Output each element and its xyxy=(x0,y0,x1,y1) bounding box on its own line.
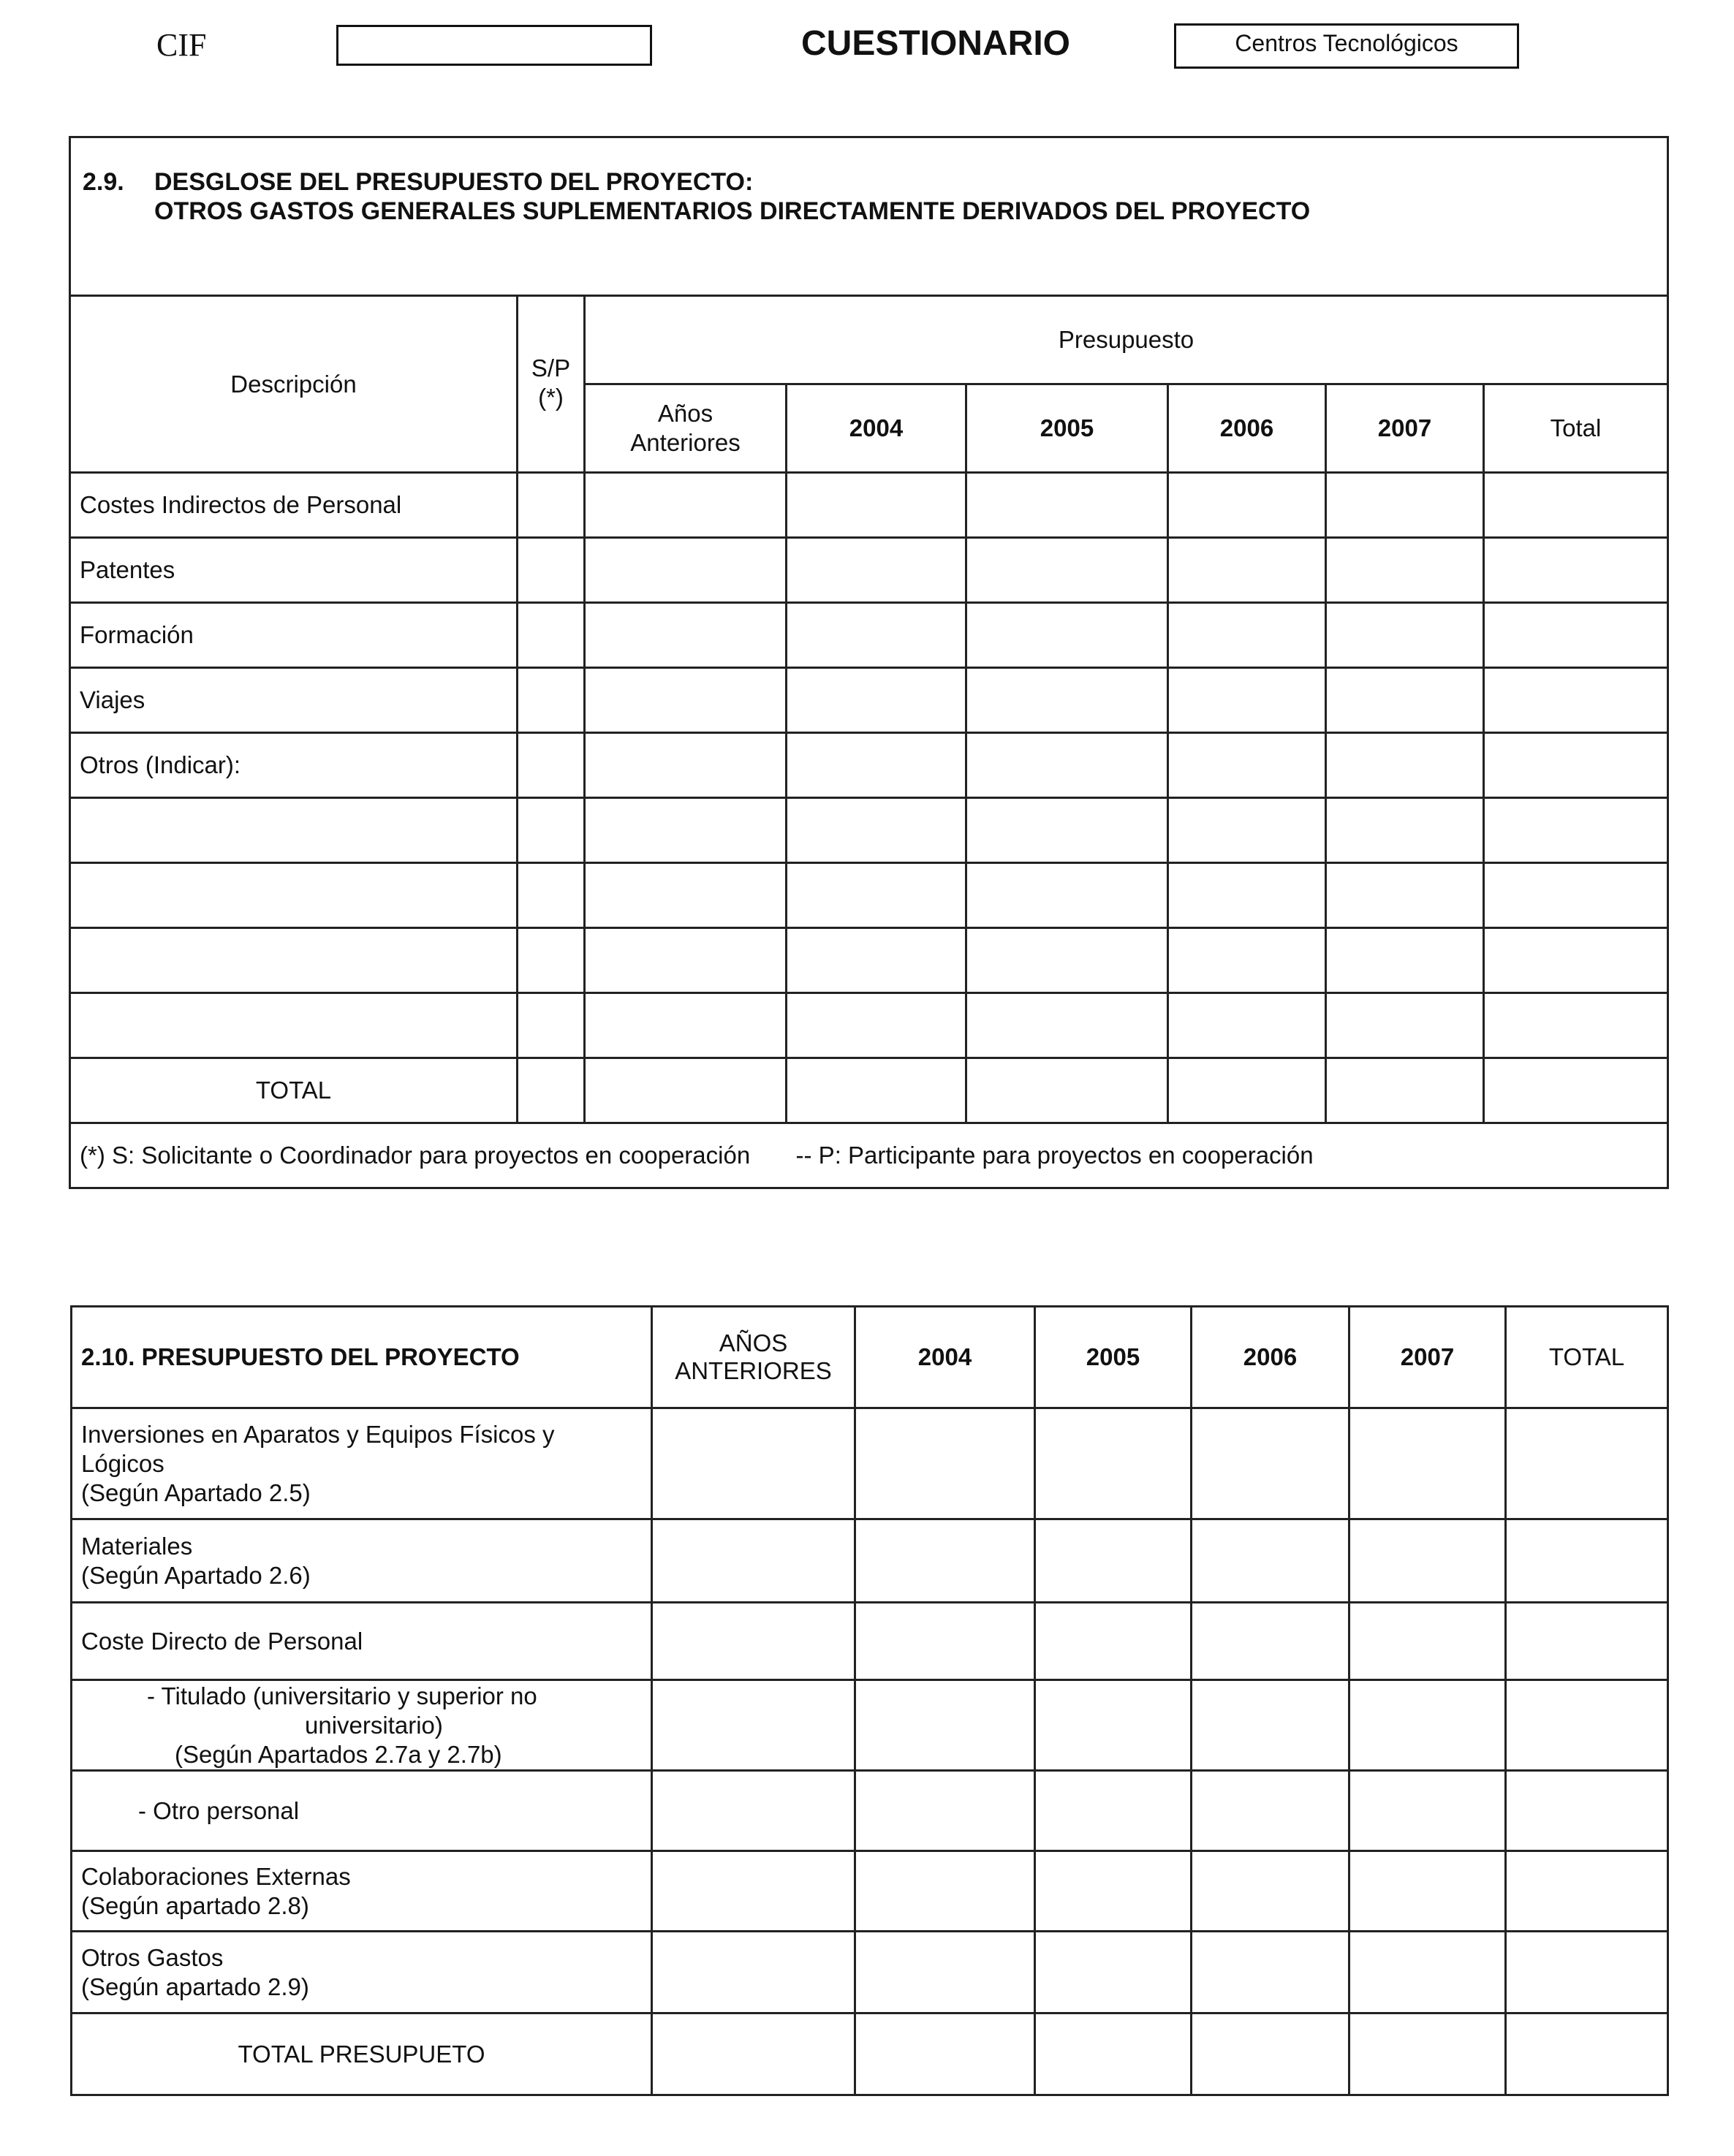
cell-2005[interactable] xyxy=(966,863,1168,928)
cell-2005[interactable] xyxy=(1035,1851,1192,1932)
cell-sp[interactable] xyxy=(518,993,585,1058)
cell-total[interactable] xyxy=(1506,1680,1668,1771)
col-year-2006: 2006 xyxy=(1192,1307,1349,1408)
row-label-line: (Según Apartado 2.6) xyxy=(81,1561,311,1589)
cell-2005[interactable] xyxy=(1035,1680,1192,1771)
col-year-2007: 2007 xyxy=(1349,1307,1506,1408)
row-label-line: - Titulado (universitario y superior no xyxy=(147,1682,537,1709)
cell-2006[interactable] xyxy=(1168,733,1326,798)
cell-sp[interactable] xyxy=(518,733,585,798)
cell-2007[interactable] xyxy=(1326,798,1484,863)
table-row xyxy=(72,1771,1668,1851)
row-label-line: (Según apartado 2.9) xyxy=(81,1973,309,2000)
cell-2004[interactable] xyxy=(855,1851,1035,1932)
cell-2007[interactable] xyxy=(1349,1519,1506,1603)
cell-sp[interactable] xyxy=(518,668,585,733)
col-presupuesto: Presupuesto xyxy=(585,296,1668,384)
cell-2007[interactable] xyxy=(1326,1058,1484,1123)
cell-total[interactable] xyxy=(1484,1058,1668,1123)
table-row xyxy=(70,538,1668,603)
cell-2004[interactable] xyxy=(787,798,966,863)
cell-sp[interactable] xyxy=(518,538,585,603)
row-label-otros-gastos xyxy=(72,1932,652,2013)
cell-2004[interactable] xyxy=(787,473,966,538)
cell-2005[interactable] xyxy=(1035,1771,1192,1851)
row-label-line: (Según Apartados 2.7a y 2.7b) xyxy=(175,1740,502,1768)
cell-2004[interactable] xyxy=(787,1058,966,1123)
total-row xyxy=(70,1058,1668,1123)
cell-2006[interactable] xyxy=(1192,1408,1349,1519)
cell-2004[interactable] xyxy=(787,668,966,733)
table-row xyxy=(70,603,1668,668)
col-anos-line2: ANTERIORES xyxy=(675,1357,832,1384)
table-row xyxy=(72,1408,1668,1519)
row-label: Viajes xyxy=(70,668,518,733)
cell-2004[interactable] xyxy=(855,1680,1035,1771)
cell-2004[interactable] xyxy=(855,1408,1035,1519)
cell-2005[interactable] xyxy=(1035,1408,1192,1519)
cell-sp[interactable] xyxy=(518,798,585,863)
cell-2006[interactable] xyxy=(1168,993,1326,1058)
cell-2006[interactable] xyxy=(1192,1932,1349,2013)
cell-2007[interactable] xyxy=(1326,928,1484,993)
col-year-2005: 2005 xyxy=(1035,1307,1192,1408)
cell-2005[interactable] xyxy=(966,668,1168,733)
table-row xyxy=(70,473,1668,538)
row-label-line: (Según Apartado 2.5) xyxy=(81,1479,311,1506)
cell-anos[interactable] xyxy=(585,798,787,863)
table-row xyxy=(72,1519,1668,1603)
cell-2007[interactable] xyxy=(1326,993,1484,1058)
cell-2005[interactable] xyxy=(1035,2013,1192,2095)
footnote xyxy=(70,1123,1668,1188)
cell-total[interactable] xyxy=(1484,928,1668,993)
cell-2007[interactable] xyxy=(1349,1851,1506,1932)
cell-total[interactable] xyxy=(1506,1771,1668,1851)
table-row xyxy=(70,733,1668,798)
row-label-line: universitario) xyxy=(305,1711,443,1739)
cell-total[interactable] xyxy=(1484,733,1668,798)
cell-2007[interactable] xyxy=(1349,1771,1506,1851)
cell-anos[interactable] xyxy=(585,1058,787,1123)
cell-total[interactable] xyxy=(1506,1408,1668,1519)
cell-total[interactable] xyxy=(1506,1932,1668,2013)
table-row xyxy=(70,928,1668,993)
cell-2005[interactable] xyxy=(966,993,1168,1058)
cell-2007[interactable] xyxy=(1349,1932,1506,2013)
row-label-line: Colaboraciones Externas xyxy=(81,1862,351,1890)
cell-2007[interactable] xyxy=(1326,538,1484,603)
cell-2004[interactable] xyxy=(787,928,966,993)
page-title: CUESTIONARIO xyxy=(800,24,1070,63)
col-year-2005: 2005 xyxy=(966,384,1168,473)
cell-2005[interactable] xyxy=(966,538,1168,603)
column-header-row-1 xyxy=(70,296,1668,384)
row-label: Costes Indirectos de Personal xyxy=(70,473,518,538)
cell-2006[interactable] xyxy=(1168,928,1326,993)
row-label-line: Lógicos xyxy=(81,1449,164,1477)
col-anos-anteriores xyxy=(585,384,787,473)
cell-2004[interactable] xyxy=(855,1519,1035,1603)
cell-2005[interactable] xyxy=(966,928,1168,993)
section-2-9-title-line2: OTROS GASTOS GENERALES SUPLEMENTARIOS DIRECTAMENTE DERIVADOS DEL PROYECTO xyxy=(154,197,1311,225)
cell-2005[interactable] xyxy=(966,473,1168,538)
cell-2007[interactable] xyxy=(1326,603,1484,668)
col-anos-anteriores xyxy=(652,1307,855,1408)
section-2-9-title xyxy=(70,137,1668,296)
row-label-blank[interactable] xyxy=(70,798,518,863)
section-2-9-number: 2.9. xyxy=(83,168,124,196)
cell-2004[interactable] xyxy=(787,993,966,1058)
cell-anos[interactable] xyxy=(652,1932,855,2013)
cell-2004[interactable] xyxy=(787,538,966,603)
table-row xyxy=(72,1932,1668,2013)
cell-total[interactable] xyxy=(1484,798,1668,863)
cell-2006[interactable] xyxy=(1192,1680,1349,1771)
cif-input-box[interactable] xyxy=(336,25,652,66)
cell-anos[interactable] xyxy=(585,473,787,538)
cell-2005[interactable] xyxy=(966,603,1168,668)
col-year-2006: 2006 xyxy=(1168,384,1326,473)
row-label-line: Materiales xyxy=(81,1532,193,1560)
cell-2006[interactable] xyxy=(1168,863,1326,928)
col-descripcion: Descripción xyxy=(70,296,518,473)
cell-total[interactable] xyxy=(1484,993,1668,1058)
cell-sp[interactable] xyxy=(518,928,585,993)
table-2-9 xyxy=(69,136,1669,1189)
footnote-row xyxy=(70,1123,1668,1188)
row-label-blank[interactable] xyxy=(70,993,518,1058)
cell-sp[interactable] xyxy=(518,473,585,538)
section-2-9-title-line1: DESGLOSE DEL PRESUPUESTO DEL PROYECTO: xyxy=(154,168,754,196)
cell-anos[interactable] xyxy=(652,1519,855,1603)
cell-anos[interactable] xyxy=(585,863,787,928)
cell-2007[interactable] xyxy=(1326,668,1484,733)
cell-total[interactable] xyxy=(1506,1851,1668,1932)
cell-anos[interactable] xyxy=(652,1680,855,1771)
cell-2006[interactable] xyxy=(1168,473,1326,538)
cell-anos[interactable] xyxy=(652,1603,855,1680)
cell-2007[interactable] xyxy=(1349,2013,1506,2095)
cell-2004[interactable] xyxy=(855,1771,1035,1851)
row-label-line: Inversiones en Aparatos y Equipos Físicos y xyxy=(81,1420,555,1448)
col-anos-line2: Anteriores xyxy=(630,429,741,456)
row-label-blank[interactable] xyxy=(70,863,518,928)
cell-2004[interactable] xyxy=(855,2013,1035,2095)
cell-total[interactable] xyxy=(1506,1519,1668,1603)
row-label-line: (Según apartado 2.8) xyxy=(81,1891,309,1919)
row-label-materiales xyxy=(72,1519,652,1603)
cell-total[interactable] xyxy=(1506,1603,1668,1680)
row-label-blank[interactable] xyxy=(70,928,518,993)
table-row xyxy=(72,1680,1668,1771)
total-presupuesto-label: TOTAL PRESUPUETO xyxy=(72,2013,652,2095)
footnote-part2: -- P: Participante para proyectos en cooperación xyxy=(795,1142,1314,1169)
cell-total[interactable] xyxy=(1506,2013,1668,2095)
cell-total[interactable] xyxy=(1484,473,1668,538)
cell-2006[interactable] xyxy=(1192,1851,1349,1932)
total-label: TOTAL xyxy=(70,1058,518,1123)
col-anos-line1: AÑOS xyxy=(719,1329,788,1356)
cell-2006[interactable] xyxy=(1168,798,1326,863)
footnote-part1: (*) S: Solicitante o Coordinador para proyectos en cooperación xyxy=(80,1142,751,1169)
section-2-9-header-row xyxy=(70,137,1668,296)
table-row xyxy=(72,1603,1668,1680)
cell-total[interactable] xyxy=(1484,538,1668,603)
cell-2006[interactable] xyxy=(1168,1058,1326,1123)
row-label-titulado xyxy=(72,1680,652,1771)
col-sp-note: (*) xyxy=(538,384,564,411)
cell-2004[interactable] xyxy=(787,603,966,668)
col-year-2004: 2004 xyxy=(855,1307,1035,1408)
cell-sp[interactable] xyxy=(518,863,585,928)
questionnaire-type-box: Centros Tecnológicos xyxy=(1174,23,1519,69)
cell-2006[interactable] xyxy=(1192,1519,1349,1603)
table-2-10 xyxy=(70,1305,1669,2096)
section-2-10-header-row xyxy=(72,1307,1668,1408)
total-row xyxy=(72,2013,1668,2095)
cell-2004[interactable] xyxy=(855,1603,1035,1680)
cell-anos[interactable] xyxy=(652,1771,855,1851)
cell-2004[interactable] xyxy=(787,863,966,928)
cell-total[interactable] xyxy=(1484,863,1668,928)
cell-anos[interactable] xyxy=(652,2013,855,2095)
cell-2007[interactable] xyxy=(1349,1408,1506,1519)
table-row xyxy=(70,798,1668,863)
cell-anos[interactable] xyxy=(585,668,787,733)
col-year-2007: 2007 xyxy=(1326,384,1484,473)
col-total: Total xyxy=(1484,384,1668,473)
cell-sp[interactable] xyxy=(518,603,585,668)
cell-2006[interactable] xyxy=(1168,668,1326,733)
cell-2006[interactable] xyxy=(1192,1771,1349,1851)
cell-2005[interactable] xyxy=(966,733,1168,798)
cell-anos[interactable] xyxy=(585,928,787,993)
cell-anos[interactable] xyxy=(652,1851,855,1932)
row-label: Formación xyxy=(70,603,518,668)
cell-2005[interactable] xyxy=(966,798,1168,863)
cell-2007[interactable] xyxy=(1326,863,1484,928)
cell-2006[interactable] xyxy=(1168,603,1326,668)
cell-anos[interactable] xyxy=(585,603,787,668)
row-label-line: Otros Gastos xyxy=(81,1943,224,1971)
cell-anos[interactable] xyxy=(585,733,787,798)
table-row xyxy=(70,993,1668,1058)
row-label-coste-directo: Coste Directo de Personal xyxy=(72,1603,652,1680)
cell-anos[interactable] xyxy=(652,1408,855,1519)
cell-2005[interactable] xyxy=(966,1058,1168,1123)
cell-anos[interactable] xyxy=(585,538,787,603)
section-2-10-title: 2.10. PRESUPUESTO DEL PROYECTO xyxy=(72,1307,652,1408)
col-sp-label: S/P xyxy=(531,354,571,382)
col-anos-line1: Años xyxy=(657,400,713,427)
row-label: Patentes xyxy=(70,538,518,603)
cell-2005[interactable] xyxy=(1035,1932,1192,2013)
col-sp xyxy=(518,296,585,473)
table-row xyxy=(70,863,1668,928)
cell-2007[interactable] xyxy=(1349,1603,1506,1680)
cell-2006[interactable] xyxy=(1192,2013,1349,2095)
cell-total[interactable] xyxy=(1484,603,1668,668)
cell-2004[interactable] xyxy=(787,733,966,798)
col-year-2004: 2004 xyxy=(787,384,966,473)
cell-2005[interactable] xyxy=(1035,1519,1192,1603)
cell-2007[interactable] xyxy=(1326,733,1484,798)
table-row xyxy=(72,1851,1668,1932)
cell-2006[interactable] xyxy=(1168,538,1326,603)
cif-label: CIF xyxy=(156,27,207,63)
cell-2005[interactable] xyxy=(1035,1603,1192,1680)
row-label-colaboraciones xyxy=(72,1851,652,1932)
cell-2007[interactable] xyxy=(1349,1680,1506,1771)
cell-total[interactable] xyxy=(1484,668,1668,733)
cell-2004[interactable] xyxy=(855,1932,1035,2013)
col-total: TOTAL xyxy=(1506,1307,1668,1408)
cell-sp[interactable] xyxy=(518,1058,585,1123)
cell-2006[interactable] xyxy=(1192,1603,1349,1680)
row-label: Otros (Indicar): xyxy=(70,733,518,798)
cell-2007[interactable] xyxy=(1326,473,1484,538)
table-row xyxy=(70,668,1668,733)
row-label-inversiones xyxy=(72,1408,652,1519)
row-label-otro-personal: - Otro personal xyxy=(72,1771,652,1851)
cell-anos[interactable] xyxy=(585,993,787,1058)
